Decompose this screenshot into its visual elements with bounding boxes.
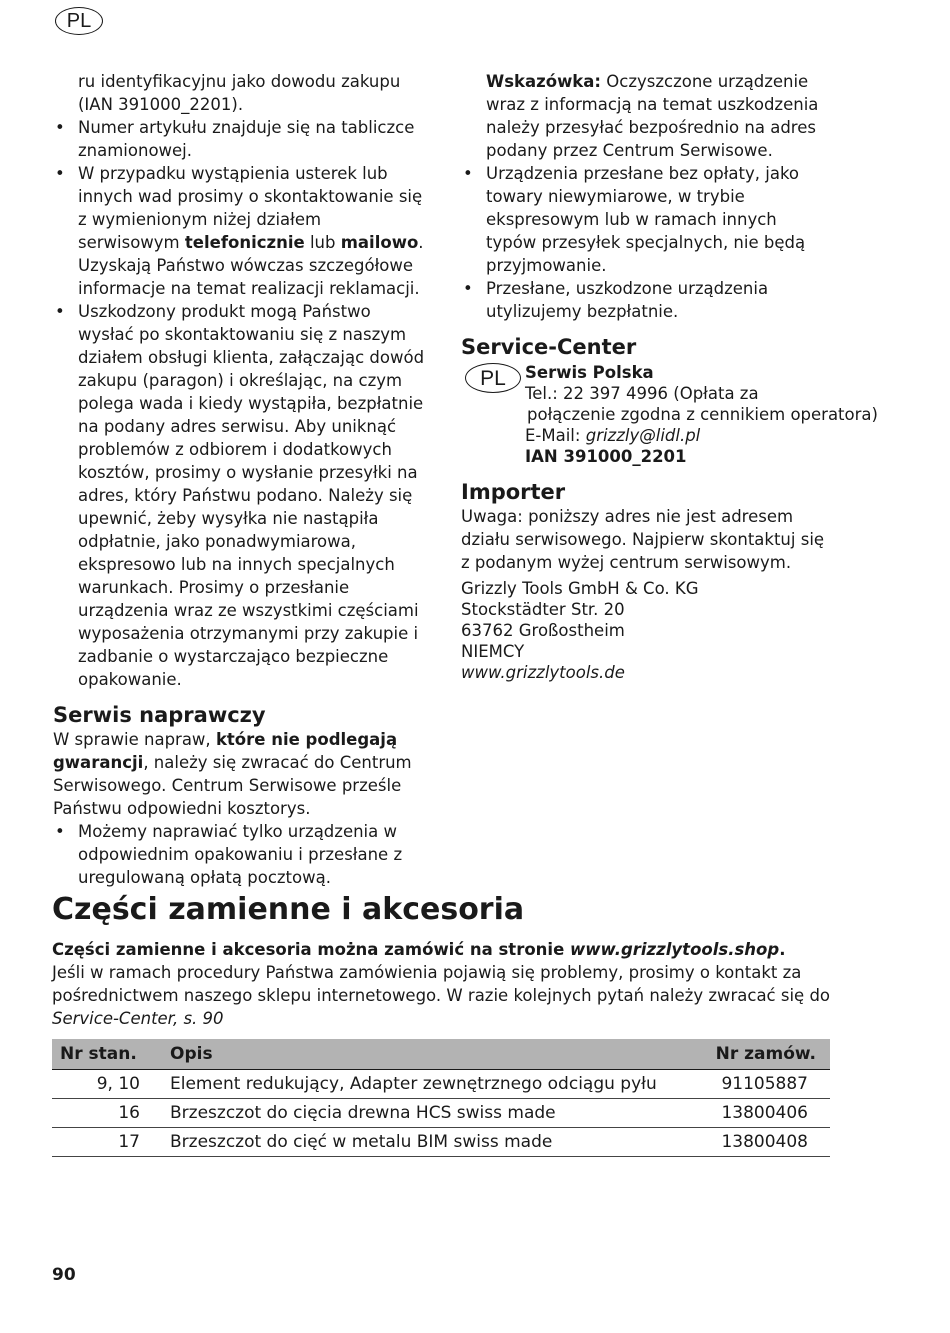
hint-paragraph: Wskazówka: Oczyszczone urządzenie wraz z informacją na temat uszkodzenia należy przesyłać bezpośrednio na adres podany przez Centrum Serwisowe. xyxy=(486,72,819,160)
importer-city: 63762 Großostheim xyxy=(461,621,625,640)
page-number: 90 xyxy=(52,1265,76,1285)
table-header-row xyxy=(52,1039,830,1070)
country-badge: PL xyxy=(465,363,521,393)
table-row: 17 Brzeszczot do cięć w metalu BIM swiss made 13800408 xyxy=(52,1128,830,1157)
right-column xyxy=(461,70,881,683)
spare-parts-table xyxy=(52,1039,830,1157)
service-phone-note: połączenie zgodna z cennikiem operatora) xyxy=(527,405,878,424)
email-link[interactable]: grizzly@lidl.pl xyxy=(585,426,701,445)
left-column xyxy=(53,70,425,889)
spare-parts-title: Części zamienne i akcesoria xyxy=(52,892,525,927)
list-item: • W przypadku wystąpienia usterek lub innych wad prosimy o skontaktowanie się z wymienionym niżej działem serwisowym telefonicznie lub mailowo. Uzyskają Państwo wówczas szczegółowe informacje na temat realizacji reklamacji. xyxy=(53,162,425,300)
service-center-heading: Service-Center xyxy=(461,335,637,359)
shop-link[interactable]: www.grizzlytools.shop xyxy=(570,940,780,959)
list-item: • Numer artykułu znajduje się na tabliczce znamionowej. xyxy=(53,116,425,162)
service-name: Serwis Polska xyxy=(525,363,654,382)
repair-list xyxy=(53,820,425,889)
importer-note: Uwaga: poniższy adres nie jest adresem działu serwisowego. Najpierw skontaktuj się z podanym wyżej centrum serwisowym. xyxy=(461,507,825,572)
language-badge: PL xyxy=(55,7,103,35)
table-row: 9, 10 Element redukujący, Adapter zewnętrznego odciągu pyłu 91105887 xyxy=(52,1070,830,1099)
warranty-list xyxy=(53,116,425,691)
repair-service-heading: Serwis naprawczy xyxy=(53,703,266,727)
importer-country: NIEMCY xyxy=(461,642,525,661)
spare-parts-intro: Części zamienne i akcesoria można zamówić na stronie www.grizzlytools.shop. Jeśli w ramach procedury Państwa zamówienia pojawią się problemy, prosimy o kontakt za pośrednictwem naszego sklepu internetowego. W razie kolejnych pytań należy zwracać się do Service-Center, s. 90 xyxy=(52,940,831,1028)
importer-website-link[interactable]: www.grizzlytools.de xyxy=(461,663,625,682)
column-header-order: Nr zamów. xyxy=(680,1039,830,1070)
service-phone: Tel.: 22 397 4996 (Opłata za xyxy=(525,384,759,403)
shipping-list xyxy=(461,162,831,323)
service-email: E-Mail: grizzly@lidl.pl xyxy=(525,426,701,445)
table-row: 16 Brzeszczot do cięcia drewna HCS swiss made 13800406 xyxy=(52,1099,830,1128)
column-header-pos: Nr stan. xyxy=(52,1039,162,1070)
list-item: • Możemy naprawiać tylko urządzenia w odpowiednim opakowaniu i przesłane z uregulowaną opłatą pocztową. xyxy=(53,820,425,889)
importer-street: Stockstädter Str. 20 xyxy=(461,600,625,619)
list-item: • Uszkodzony produkt mogą Państwo wysłać po skontaktowaniu się z naszym działem obsługi klienta, załączając dowód zakupu (paragon) i określając, na czym polega wada i kiedy wystąpiła, bezpłatnie na podany adres serwisu. Aby uniknąć problemów z odbiorem i dodatkowych kosztów, prosimy o wysłanie przesyłki na adres, który Państwu podano. Należy się upewnić, żeby wysyłka nie nastąpiła odpłatnie, jako ponadwymiarowa, ekspresowo lub na innych specjalnych warunkach. Prosimy o przesłanie urządzenia wraz ze wszystkimi częściami wyposażenia otrzymanymi przy zakupie i zadbanie o wystarczająco bezpieczne opakowanie. xyxy=(53,300,425,691)
service-address xyxy=(461,362,881,467)
repair-paragraph: W sprawie napraw, które nie podlegają gwarancji, należy się zwracać do Centrum Serwisowego. Centrum Serwisowe prześle Państwu odpowiedni kosztorys. xyxy=(53,730,412,818)
column-header-desc: Opis xyxy=(162,1039,680,1070)
list-item: • Przesłane, uszkodzone urządzenia utylizujemy bezpłatnie. xyxy=(461,277,831,323)
importer-heading: Importer xyxy=(461,480,566,504)
importer-company: Grizzly Tools GmbH & Co. KG xyxy=(461,579,699,598)
list-item: • Urządzenia przesłane bez opłaty, jako towary niewymiarowe, w trybie ekspresowym lub w ramach innych typów przesyłek specjalnych, nie będą przyjmowanie. xyxy=(461,162,831,277)
service-ian: IAN 391000_2201 xyxy=(525,447,687,466)
warranty-continuation: ru identyfikacyjnu jako dowodu zakupu (IAN 391000_2201). xyxy=(78,72,401,114)
